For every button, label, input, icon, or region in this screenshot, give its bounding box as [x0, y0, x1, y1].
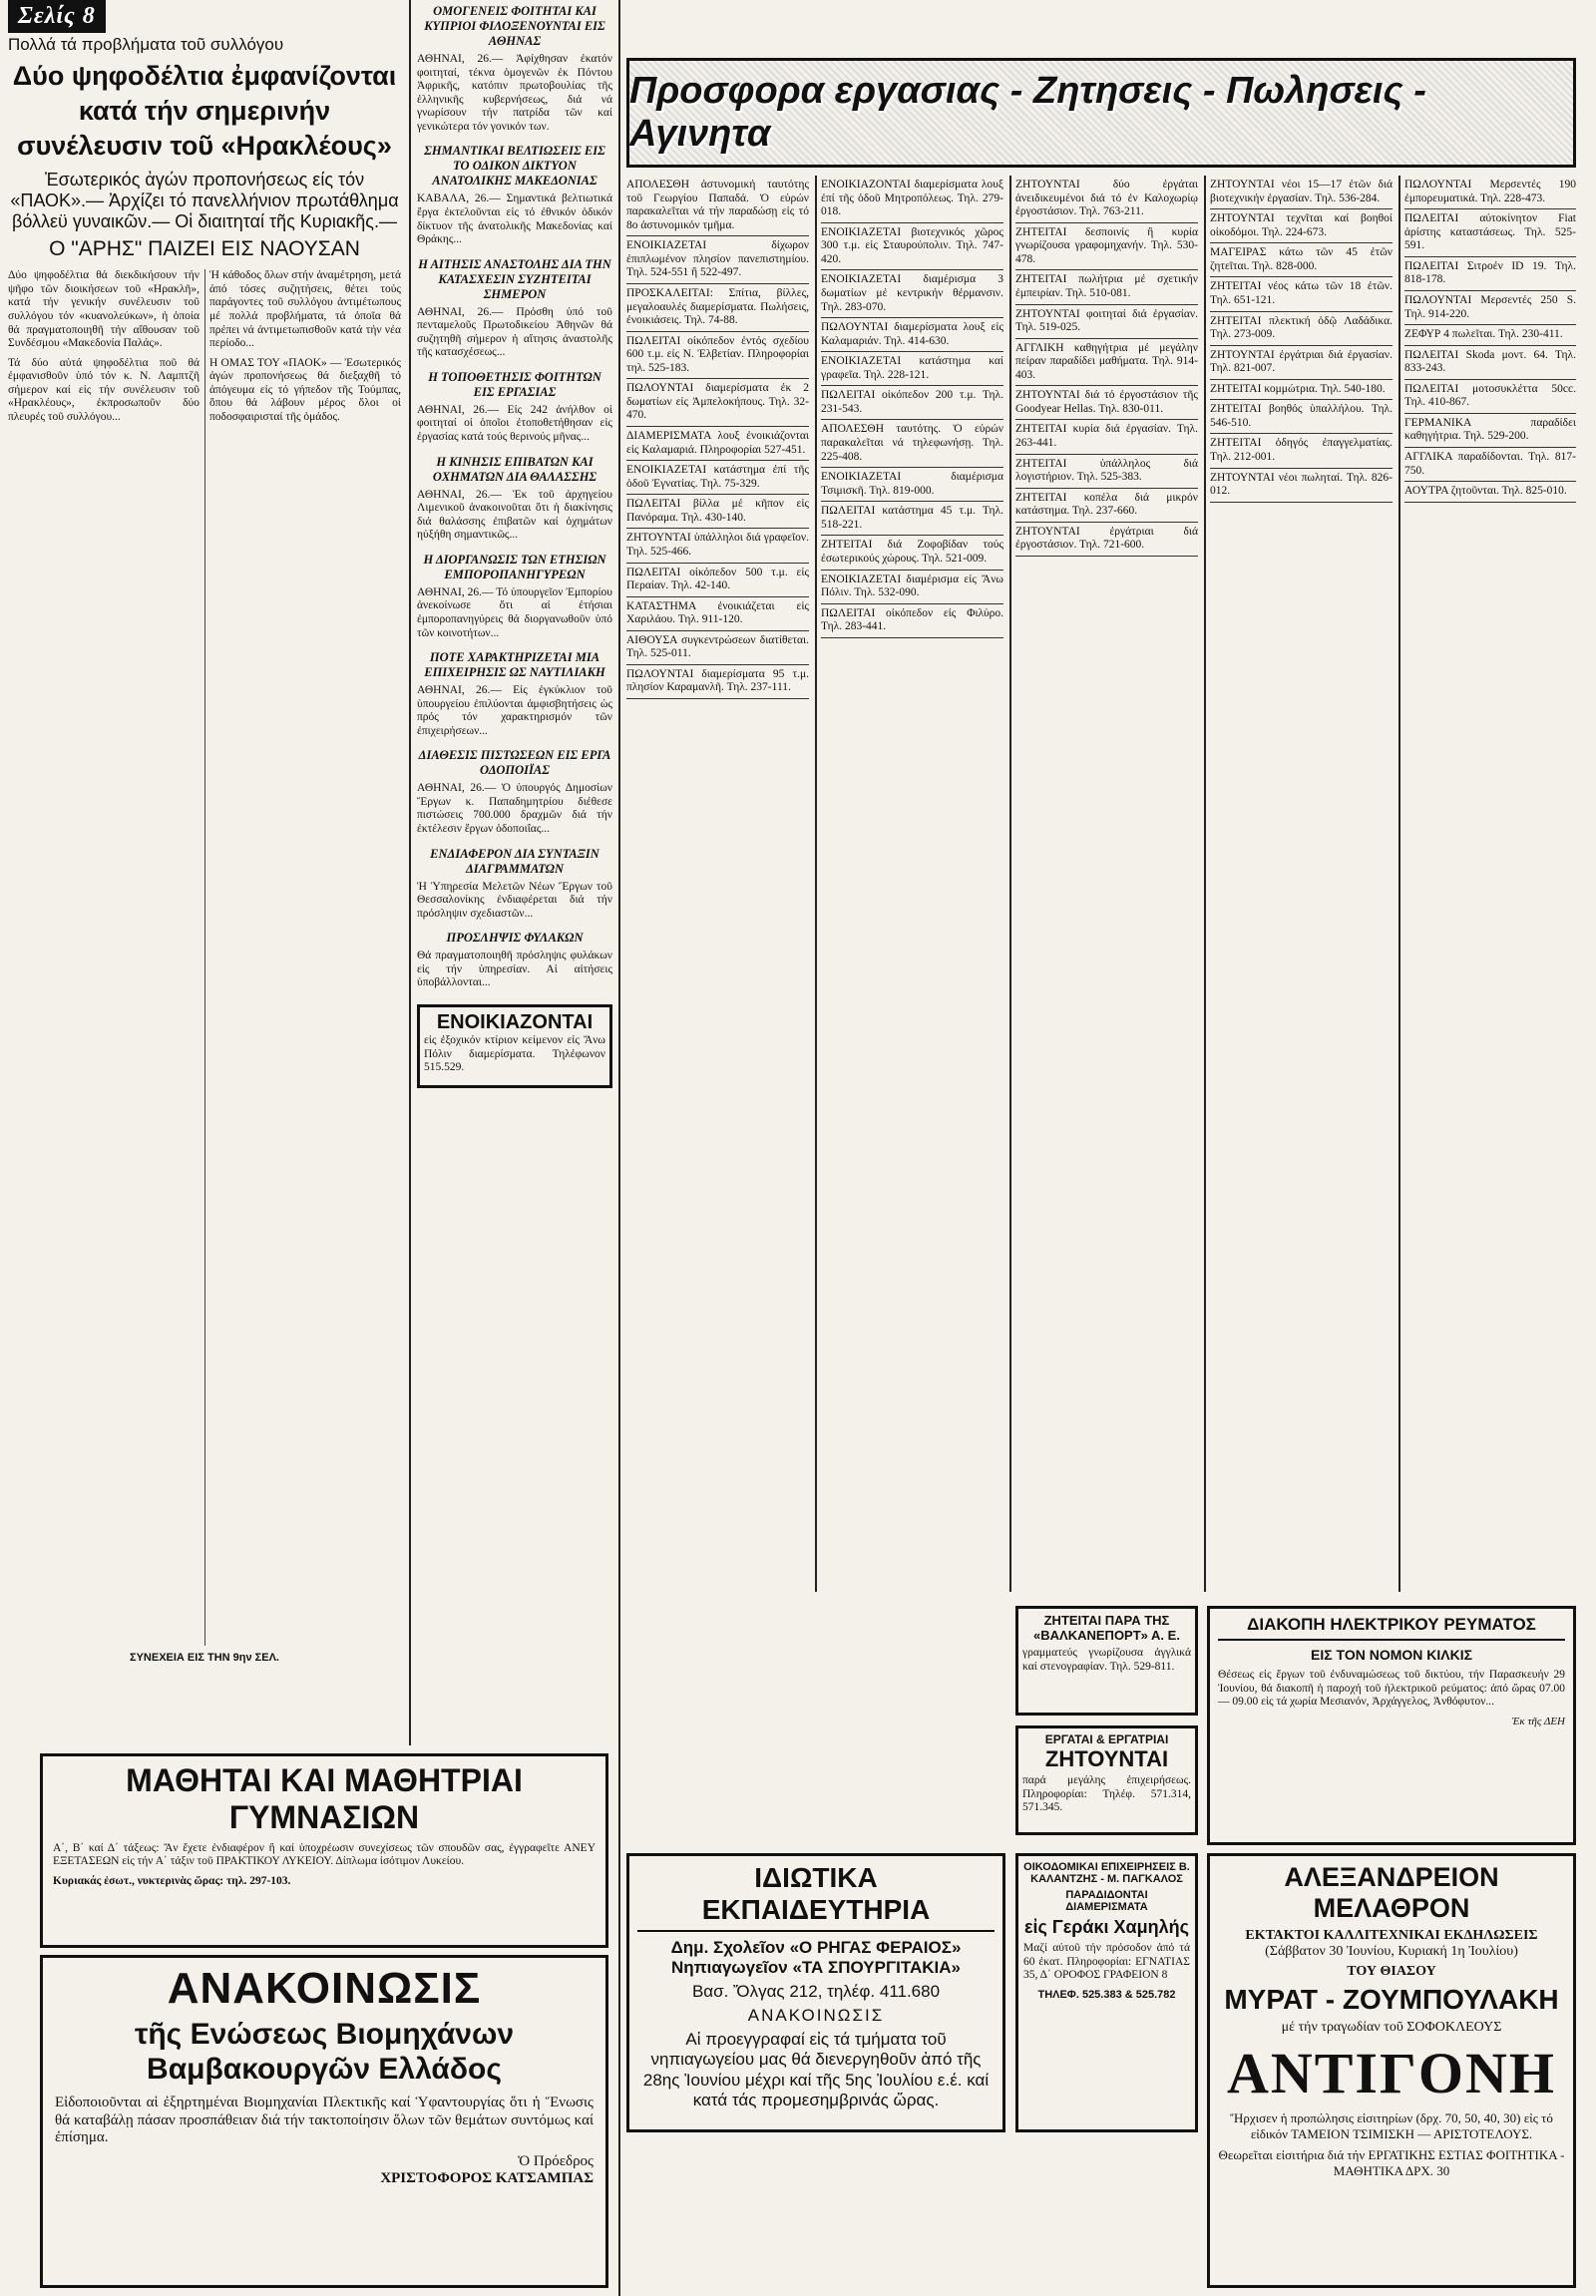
- story-text: ΑΘΗΝΑΙ, 26.— Ἐκ τοῦ ἀρχηγείου Λιμενικοῦ ἀνακοινοῦται ὅτι ἡ διακίνησις διά θαλάσσης ἐπιβατῶν καί ὀχημάτων ηὐξήθη σημαντικῶς...: [417, 488, 612, 542]
- classified-ad: ΖΗΤΕΙΤΑΙ διά Ζοφοβίδαν τούς ἐσωτερικούς χώρους. Τηλ. 521-009.: [821, 536, 1003, 570]
- private-schools-notice-text: Αἱ προεγγραφαί εἰς τά τμήματα τοῦ νηπιαγωγείου μας θά διενεργηθοῦν ἀπό τῆς 28ης Ἰουνίου μέχρι καί τῆς 5ης Ἰουλίου ε.έ. καί κατά τάς προμεσημβρινάς ὥρας.: [642, 2030, 990, 2110]
- power-cut-sign: Ἐκ τῆς ΔΕΗ: [1511, 1715, 1565, 1727]
- page-number-badge: [8, 0, 106, 33]
- story-text: Θά πραγματοποιηθῆ πρόσληψις φυλάκων εἰς τήν ὑπηρεσίαν. Αἱ αἰτήσεις ὑποβάλλονται...: [417, 950, 612, 989]
- classified-ad: ΠΩΛΕΙΤΑΙ κατάστημα 45 τ.μ. Τηλ. 518-221.: [821, 502, 1003, 536]
- workers-wanted-pre: ΕΡΓΑΤΑΙ & ΕΡΓΑΤΡΙΑΙ: [1044, 1732, 1169, 1746]
- news-briefs-column: [417, 0, 612, 2296]
- classified-ad: ΜΑΓΕΙΡΑΣ κάτω τῶν 45 ἐτῶν ζητεῖται. Τηλ. 828-000.: [1210, 243, 1393, 277]
- classified-ad: ΕΝΟΙΚΙΑΖΕΤΑΙ δίχωρον ἐπιπλωμένον πλησίον πανεπιστημίου. Τηλ. 524-551 ἢ 522-497.: [626, 236, 809, 284]
- classified-ad: ΑΠΟΛΕΣΘΗ ἀστυνομική ταυτότης τοῦ Γεωργίου Παπαδά. Ὁ εὑρών παρακαλεῖται νά τήν παραδώσῃ εἰς τό 8ο ἀστυνομικόν τμῆμα.: [626, 176, 809, 236]
- continued-notice: ΣΥΝΕΧΕΙΑ ΕΙΣ ΤΗΝ 9ην ΣΕΛ.: [129, 1652, 279, 1665]
- classified-ad: ΠΩΛΕΙΤΑΙ μοτοσυκλέττα 50cc. Τηλ. 410-867.: [1404, 380, 1576, 414]
- private-schools-title: ΙΔΙΩΤΙΚΑ ΕΚΠΑΙΔΕΥΤΗΡΙΑ: [637, 1862, 995, 1932]
- cotton-notice-title: ΑΝΑΚΟΙΝΩΣΙΣ: [167, 1964, 482, 2013]
- classified-ad: ΑΟΥΤΡΑ ζητοῦνται. Τηλ. 825-010.: [1404, 482, 1576, 503]
- power-cut-subtitle: ΕΙΣ ΤΟΝ ΝΟΜΟΝ ΚΙΛΚΙΣ: [1311, 1647, 1472, 1663]
- classified-ad: ΑΓΓΛΙΚΗ καθηγήτρια μέ μεγάλην πείραν παραδίδει μαθήματα. Τηλ. 914-403.: [1015, 339, 1198, 387]
- classified-ad: ΠΩΛΟΥΝΤΑΙ διαμερίσματα 95 τ.μ. πλησίον Καραμανλῆ. Τηλ. 237-111.: [626, 665, 809, 699]
- story-title: Η ΤΟΠΟΘΕΤΗΣΙΣ ΦΟΙΤΗΤΩΝ ΕΙΣ ΕΡΓΑΣΙΑΣ: [428, 369, 601, 399]
- classifieds-column-1: [626, 176, 809, 1592]
- classified-ad: ΖΗΤΟΥΝΤΑΙ ἐργάτριαι διά ἐργασίαν. Τηλ. 821-007.: [1210, 346, 1393, 380]
- classified-ad: ΖΗΤΟΥΝΤΑΙ ἐργάτριαι διά ἐργοστάσιον. Τηλ. 721-600.: [1015, 523, 1198, 557]
- theater-title: ΑΛΕΞΑΝΔΡΕΙΟΝ ΜΕΛΑΘΡΟΝ: [1284, 1862, 1499, 1923]
- story-title: Η ΔΙΟΡΓΑΝΩΣΙΣ ΤΩΝ ΕΤΗΣΙΩΝ ΕΜΠΟΡΟΠΑΝΗΓΥΡΕΩΝ: [423, 552, 606, 581]
- classifieds-banner: [626, 58, 1576, 168]
- column-divider: [409, 0, 411, 1745]
- theater-line3: ΤΟΥ ΘΙΑΣΟΥ: [1347, 1964, 1436, 1979]
- classified-ad: ΠΩΛΕΙΤΑΙ οἰκόπεδον ἐντός σχεδίου 600 τ.μ. εἰς Ν. Ἐλβετίαν. Πληροφορίαι τηλ. 525-183.: [626, 332, 809, 380]
- private-schools-notice-title: ΑΝΑΚΟΙΝΩΣΙΣ: [747, 2006, 885, 2025]
- theater-tickets: Ἤρχισεν ἡ προπώλησις εἰσιτηρίων (δρχ. 70, 50, 40, 30) εἰς τό εἰδικόν ΤΑΜΕΙΟΝ ΤΣΙΜΙΣΚΗ — ΑΡΙΣΤΟΤΕΛΟΥΣ.: [1230, 2110, 1553, 2141]
- cotton-union-notice: [40, 1955, 608, 2288]
- column-divider: [815, 176, 817, 1592]
- story-text: Ἡ Ὑπηρεσία Μελετῶν Νέων Ἔργων τοῦ Θεσσαλονίκης ἐνδιαφέρεται διά τήν πρόσληψιν σχεδιαστῶν...: [417, 880, 612, 920]
- theater-line2: (Σάββατον 30 Ἰουνίου, Κυριακή 1η Ἰουλίου): [1265, 1944, 1518, 1959]
- rental-ad: [417, 1004, 612, 1088]
- classified-ad: ΕΝΟΙΚΙΑΖΟΝΤΑΙ διαμερίσματα λουξ ἐπί τῆς ὁδοῦ Μητροπόλεως. Τηλ. 279-018.: [821, 176, 1003, 223]
- story-title: ΠΟΤΕ ΧΑΡΑΚΤΗΡΙΖΕΤΑΙ ΜΙΑ ΕΠΙΧΕΙΡΗΣΙΣ ΩΣ ΝΑΥΤΙΛΙΑΚΗ: [424, 650, 605, 680]
- classified-ad: ΖΗΤΕΙΤΑΙ κυρία διά ἐργασίαν. Τηλ. 263-441.: [1015, 420, 1198, 454]
- classified-ad: ΠΩΛΕΙΤΑΙ οἰκόπεδον 200 τ.μ. Τηλ. 231-543.: [821, 386, 1003, 420]
- classifieds-column-5: [1404, 176, 1576, 1592]
- column-divider: [618, 0, 620, 2296]
- classified-ad: ΠΩΛΟΥΝΤΑΙ διαμερίσματα λουξ εἰς Καλαμαριάν. Τηλ. 414-630.: [821, 318, 1003, 352]
- classified-ad: ΑΙΘΟΥΣΑ συγκεντρώσεων διατίθεται. Τηλ. 525-011.: [626, 631, 809, 665]
- column-divider: [1009, 176, 1011, 1592]
- classified-ad: ΕΝΟΙΚΙΑΖΕΤΑΙ διαμέρισμα εἰς Ἄνω Πόλιν. Τηλ. 532-090.: [821, 571, 1003, 604]
- classified-ad: ΕΝΟΙΚΙΑΖΕΤΑΙ διαμέρισμα 3 δωματίων μέ κεντρικήν θέρμανσιν. Τηλ. 283-070.: [821, 270, 1003, 318]
- classified-ad: ΖΗΤΕΙΤΑΙ κοπέλα διά μικρόν κατάστημα. Τηλ. 237-660.: [1015, 489, 1198, 523]
- story-text: ΑΘΗΝΑΙ, 26.— Εἰς ἐγκύκλιον τοῦ ὑπουργείου ἐπιλύονται ἀμφισβητήσεις ὡς πρός τόν χαρακτηρισμόν τῶν ἐπιχειρήσεων...: [417, 684, 612, 737]
- story-text: ΚΑΒΑΛΑ, 26.— Σημαντικά βελτιωτικά ἔργα ἐκτελοῦνται εἰς τό ἐθνικόν ὁδικόν δίκτυον τῆς ἀνατολικῆς Μακεδονίας καί Θράκης...: [417, 192, 612, 246]
- real-estate-text: Μαζί αὐτοῦ τήν πρόσοδον ἀπό τά 60 ἐκατ. Πληροφορίαι: ΕΓΝΑΤΙΑΣ 35, Δ΄ ΟΡΟΦΟΣ ΓΡΑΦΕΙΟΝ 8: [1023, 1942, 1190, 1982]
- classified-ad: ΖΗΤΟΥΝΤΑΙ νέοι 15—17 ἐτῶν διά βιοτεχνικήν ἐργασίαν. Τηλ. 536-284.: [1210, 176, 1393, 209]
- classifieds-column-2: [821, 176, 1003, 1592]
- classified-ad: ΕΝΟΙΚΙΑΖΕΤΑΙ διαμέρισμα Τσιμισκῆ. Τηλ. 819-000.: [821, 468, 1003, 502]
- lead-paragraph: Η ΟΜΑΣ ΤΟΥ «ΠΑΟΚ» — Ἐσωτερικός ἀγών προπονήσεως θά διεξαχθῆ τό ἀπόγευμα εἰς τό γήπεδον τῆς Τούμπας, ὅπου θά λάβουν μέρος ὅλοι οἱ ποδοσφαιρισταί τῆς ὁμάδος.: [209, 356, 401, 423]
- classified-ad: ΠΩΛΟΥΝΤΑΙ διαμερίσματα ἐκ 2 δωματίων εἰς Ἀμπελοκήπους. Τηλ. 32-470.: [626, 379, 809, 427]
- classified-ad: ΖΗΤΕΙΤΑΙ κομμώτρια. Τηλ. 540-180.: [1210, 380, 1393, 401]
- theater-prices: Θεωρεῖται εἰσιτήρια διά τήν ΕΡΓΑΤΙΚΗΣ ΕΣΤΙΑΣ ΦΟΙΤΗΤΙΚΑ - ΜΑΘΗΤΙΚΑ ΔΡΧ. 30: [1218, 2147, 1565, 2178]
- classified-ad: ΔΙΑΜΕΡΙΣΜΑΤΑ λουξ ἐνοικιάζονται εἰς Καλαμαριά. Πληροφορίαι 527-451.: [626, 427, 809, 461]
- story-title: ΕΝΔΙΑΦΕΡΟΝ ΔΙΑ ΣΥΝΤΑΞΙΝ ΔΙΑΓΡΑΜΜΑΤΩΝ: [430, 846, 599, 876]
- lead-kicker: Πολλά τά προβλήματα τοῦ συλλόγου: [8, 35, 284, 54]
- story-title: ΔΙΑΘΕΣΙΣ ΠΙΣΤΩΣΕΩΝ ΕΙΣ ΕΡΓΑ ΟΔΟΠΟΙΪΑΣ: [418, 748, 611, 778]
- real-estate-line1: ΠΑΡΑΔΙΔΟΝΤΑΙ ΔΙΑΜΕΡΙΣΜΑΤΑ: [1065, 1889, 1148, 1913]
- classified-ad: ΖΗΤΕΙΤΑΙ πλεκτική ὁδῷ Λαδάδικα. Τηλ. 273-009.: [1210, 312, 1393, 346]
- classified-ad: ΠΩΛΕΙΤΑΙ αὐτοκίνητον Fiat ἀρίστης καταστάσεως. Τηλ. 525-591.: [1404, 209, 1576, 257]
- classified-ad: ΠΩΛΕΙΤΑΙ οἰκόπεδον εἰς Φιλύρο. Τηλ. 283-441.: [821, 604, 1003, 638]
- cotton-notice-subtitle: τῆς Ενώσεως Βιομηχάνων Βαμβακουργῶν Ελλάδος: [134, 2018, 515, 2086]
- classified-ad: ΖΗΤΕΙΤΑΙ βοηθός ὑπαλλήλου. Τηλ. 546-510.: [1210, 400, 1393, 434]
- balkanexport-title: ΖΗΤΕΙΤΑΙ ΠΑΡΑ ΤΗΣ «ΒΑΛΚΑΝΕΠΟΡΤ» Α. Ε.: [1033, 1613, 1180, 1643]
- sports-column: [8, 0, 401, 1740]
- classified-ad: ΖΗΤΕΙΤΑΙ ὑπάλληλος διά λογιστήριον. Τηλ. 525-383.: [1015, 455, 1198, 489]
- classified-ad: ΖΕΦΥΡ 4 πωλεῖται. Τηλ. 230-411.: [1404, 325, 1576, 346]
- classified-ad: ΕΝΟΙΚΙΑΖΕΤΑΙ βιοτεχνικός χῶρος 300 τ.μ. εἰς Σταυρούπολιν. Τηλ. 747-420.: [821, 223, 1003, 271]
- classified-ad: ΠΩΛΟΥΝΤΑΙ Μερσεντές 250 S. Τηλ. 914-220.: [1404, 291, 1576, 325]
- classifieds-column-4: [1210, 176, 1393, 1592]
- story-title: ΟΜΟΓΕΝΕΙΣ ΦΟΙΤΗΤΑΙ ΚΑΙ ΚΥΠΡΙΟΙ ΦΙΛΟΞΕΝΟΥΝΤΑΙ ΕΙΣ ΑΘΗΝΑΣ: [424, 4, 605, 48]
- lead-subhead: Ἐσωτερικός ἀγών προπονήσεως είς τόν «ΠΑΟΚ».— Ἀρχίζει τό πανελλήνιον πρωτάθλημα βόλλεϋ γυναικῶν.— Οἱ διαιτηταί τῆς Κυριακῆς.—: [10, 170, 399, 231]
- classified-ad: ΖΗΤΟΥΝΤΑΙ τεχνῖται καί βοηθοί οἰκοδόμοι. Τηλ. 224-673.: [1210, 209, 1393, 243]
- private-schools-names: Δημ. Σχολεῖον «Ο ΡΗΓΑΣ ΦΕΡΑΙΟΣ» Νηπιαγωγεῖον «ΤΑ ΣΠΟΥΡΓΙΤΑΚΙΑ»: [670, 1938, 962, 1977]
- power-cut-title: ΔΙΑΚΟΠΗ ΗΛΕΚΤΡΙΚΟΥ ΡΕΥΜΑΤΟΣ: [1218, 1615, 1565, 1641]
- rental-ad-title: ΕΝΟΙΚΙΑΖΟΝΤΑΙ: [436, 1010, 594, 1033]
- classified-ad: ΠΩΛΕΙΤΑΙ οἰκόπεδον 500 τ.μ. εἰς Περαίαν. Τηλ. 42-140.: [626, 564, 809, 597]
- students-notice: [40, 1753, 608, 1948]
- theater-line4: μέ τήν τραγωδίαν τοῦ ΣΟΦΟΚΛΕΟΥΣ: [1281, 2020, 1502, 2035]
- real-estate-phone: ΤΗΛΕΦ. 525.383 & 525.782: [1037, 1988, 1176, 2001]
- private-schools-address: Βασ. Ὄλγας 212, τηλέφ. 411.680: [691, 1982, 941, 2001]
- classified-ad: ΖΗΤΕΙΤΑΙ ὁδηγός ἐπαγγελματίας. Τηλ. 212-001.: [1210, 434, 1393, 468]
- classifieds-column-3: [1015, 176, 1198, 1731]
- aris-headline: Ο "ΑΡΗΣ" ΠΑΙΖΕΙ ΕΙΣ ΝΑΟΥΣΑΝ: [49, 237, 360, 261]
- workers-wanted-title: ΖΗΤΟΥΝΤΑΙ: [1044, 1746, 1169, 1771]
- balkanexport-text: γραμματεύς γνωρίζουσα ἀγγλικά καί στενογραφίαν. Τηλ. 529-811.: [1022, 1647, 1191, 1673]
- story-text: ΑΘΗΝΑΙ, 26.— Ἀφίχθησαν ἐκατόν φοιτηταί, τέκνα ὁμογενῶν ἐκ Πόντου Ἀφρικῆς, κατόπιν πρωτοβουλίας τῆς ἑλληνικῆς κυβερνήσεως, διά νά γνωρίσουν τήν πατρίδα τῶν καί γενικώτερα τόν γονικόν των.: [417, 53, 612, 133]
- theater-troupe: ΜΥΡΑΤ - ΖΟΥΜΠΟΥΛΑΚΗ: [1224, 1984, 1559, 2015]
- story-text: ΑΘΗΝΑΙ, 26.— Τό ὑπουργεῖον Ἐμπορίου ἀνεκοίνωσε ὅτι αἱ ἐτήσιαι ἐμποροπανηγύρεις θά διοργανωθοῦν ὑπό τῶν κοινοτήτων...: [417, 585, 612, 639]
- story-text: ΑΘΗΝΑΙ, 26.— Ὁ ὑπουργός Δημοσίων Ἔργων κ. Παπαδημητρίου διέθεσε πιστώσεις 700.000 δραχμῶν διά τήν ἐκτέλεσιν ἔργων ὁδοποιΐας...: [417, 782, 612, 835]
- classified-ad: ΕΝΟΙΚΙΑΖΕΤΑΙ κατάστημα ἐπί τῆς ὁδοῦ Ἐγνατίας. Τηλ. 75-329.: [626, 461, 809, 495]
- story-title: Η ΑΙΤΗΣΙΣ ΑΝΑΣΤΟΛΗΣ ΔΙΑ ΤΗΝ ΚΑΤΑΣΧΕΣΙΝ ΣΥΖΗΤΕΙΤΑΙ ΣΗΜΕΡΟΝ: [418, 256, 611, 301]
- story-title: ΣΗΜΑΝΤΙΚΑΙ ΒΕΛΤΙΩΣΕΙΣ ΕΙΣ ΤΟ ΟΔΙΚΟΝ ΔΙΚΤΥΟΝ ΑΝΑΤΟΛΙΚΗΣ ΜΑΚΕΔΟΝΙΑΣ: [424, 144, 605, 189]
- classified-ad: ΖΗΤΟΥΝΤΑΙ νέοι πωληταί. Τηλ. 826-012.: [1210, 469, 1393, 503]
- power-cut-text: Θέσεως εἰς ἔργων τοῦ ἐνδυναμώσεως τοῦ δικτύου, τήν Παρασκευήν 29 Ἰουνίου, θά διακοπῆ ἡ παροχή τοῦ ἠλεκτρικοῦ ρεύματος: ἀπό ὥρας 07.00 — 09.00 εἰς τά χωρία Μεσιανόν, Ἀρχάγγελος, Ἀνθόφυτον...: [1218, 1669, 1565, 1709]
- workers-wanted-text: παρά μεγάλης ἐπιχειρήσεως. Πληροφορίαι: Τηλέφ. 571.314, 571.345.: [1022, 1774, 1191, 1814]
- classified-ad: ΖΗΤΟΥΝΤΑΙ φοιτηταί διά ἐργασίαν. Τηλ. 519-025.: [1015, 305, 1198, 339]
- rental-ad-text: εἰς ἐξοχικόν κτίριον κείμενον εἰς Ἄνω Πόλιν διαμερίσματα. Τηλέφωνον 515.529.: [424, 1033, 605, 1074]
- theater-ad: [1207, 1853, 1576, 2288]
- column-divider: [1204, 176, 1206, 1592]
- story-text: ΑΘΗΝΑΙ, 26.— Εἰς 242 ἀνήλθον οἱ φοιτηταί οἱ ὁποῖοι ἐτοποθετήθησαν εἰς ἐργασίας κατά τούς θερινούς μῆνας...: [417, 403, 612, 443]
- classified-ad: ΖΗΤΕΙΤΑΙ νέος κάτω τῶν 18 ἐτῶν. Τηλ. 651-121.: [1210, 277, 1393, 311]
- theater-line1: ΕΚΤΑΚΤΟΙ ΚΑΛΛΙΤΕΧΝΙΚΑΙ ΕΚΔΗΛΩΣΕΙΣ: [1245, 1928, 1538, 1943]
- students-notice-contact: Κυριακάς ἐσωτ., νυκτερινὰς ὥρας: τηλ. 297-103.: [53, 1874, 291, 1887]
- classified-ad: ΖΗΤΕΙΤΑΙ δεσποινίς ἢ κυρία γνωρίζουσα γραφομηχανήν. Τηλ. 530-478.: [1015, 223, 1198, 271]
- balkanexport-ad: [1015, 1606, 1198, 1716]
- column-divider: [1398, 176, 1400, 1592]
- page-number-label: Σελίς 8: [18, 3, 96, 29]
- classified-ad: ΚΑΤΑΣΤΗΜΑ ἐνοικιάζεται εἰς Χαριλάου. Τηλ. 911-120.: [626, 597, 809, 631]
- cotton-notice-sign-role: Ὁ Πρόεδρος: [518, 2153, 594, 2170]
- lead-paragraph: Ἡ κάθοδος ὅλων στήν ἀναμέτρηση, μετά ἀπό τόσες συζητήσεις, θέτει τούς παράγοντες τοῦ συλλόγου ἀντιμέτωπους μέ πολλά προβλήματα, τά ὁποῖα θά πρέπει νά ἀντιμετωπισθοῦν κατά τήν νέα περίοδο...: [209, 269, 401, 350]
- students-notice-text: Α΄, Β΄ καί Δ΄ τάξεως: Ἄν ἔχετε ἐνδιαφέρον ἢ καί ὑποχρέωσιν συνεχίσεως τῶν σπουδῶν σας, ἐγγραφεῖτε ΑΝΕΥ ΕΞΕΤΑΣΕΩΝ εἰς τήν Α΄ τάξιν τοῦ ΠΡΑΚΤΙΚΟΥ ΛΥΚΕΙΟΥ. Δίπλωμα ἰσότιμον Λυκείου.: [53, 1841, 596, 1868]
- story-title: Η ΚΙΝΗΣΙΣ ΕΠΙΒΑΤΩΝ ΚΑΙ ΟΧΗΜΑΤΩΝ ΔΙΑ ΘΑΛΑΣΣΗΣ: [432, 454, 598, 484]
- private-schools-notice: [626, 1853, 1005, 2132]
- classified-ad: ΑΓΓΛΙΚΑ παραδίδονται. Τηλ. 817-750.: [1404, 448, 1576, 482]
- classified-ad: ΠΡΟΣΚΑΛΕΙΤΑΙ: Σπίτια, βίλλες, μεγαλοαυλές διαμερίσματα. Πωλήσεις, ἐνοικιάσεις. Τηλ. 74-88.: [626, 284, 809, 332]
- real-estate-ad: [1015, 1853, 1198, 2132]
- classified-ad: ΠΩΛΟΥΝΤΑΙ Μερσεντές 190 ἐμπορευματικά. Τηλ. 228-473.: [1404, 176, 1576, 209]
- workers-wanted-ad: [1015, 1725, 1198, 1835]
- real-estate-line2: εἰς Γεράκι Χαμηλής: [1024, 1917, 1189, 1937]
- cotton-notice-text: Εἰδοποιοῦνται αἱ ἐξηρτημέναι Βιομηχανίαι Πλεκτικῆς καί Ὑφαντουργίας ὅτι ἡ Ἕνωσις θά καταβάλῃ πάσαν προσπάθειαν διά τήν τακτοποίησιν ὅλων τῶν θεμάτων συντόμως καί ἐπίσημα.: [55, 2095, 594, 2146]
- lead-headline: Δύο ψηφοδέλτια ἐμφανίζονται κατά τήν σημερινήν συνέλευσιν τοῦ «Ηρακλέους»: [12, 61, 397, 162]
- lead-paragraph: Τά δύο αὐτά ψηφοδέλτια ποῦ θά ἐμφανισθοῦν ὑπό τόν κ. Ν. Λαμπτζῆ σήμερον καί εἰς τήν συνέλευσιν τοῦ «Ηρακλέους», ἐκπροσωποῦν δύο πλευρές τοῦ συλλόγου...: [8, 356, 200, 423]
- classified-ad: ΑΠΟΛΕΣΘΗ ταυτότης. Ὁ εὑρών παρακαλεῖται νά τηλεφωνήσῃ. Τηλ. 225-408.: [821, 420, 1003, 468]
- students-notice-title: ΜΑΘΗΤΑΙ ΚΑΙ ΜΑΘΗΤΡΙΑΙ ΓΥΜΝΑΣΙΩΝ: [126, 1762, 523, 1835]
- story-text: ΑΘΗΝΑΙ, 26.— Πρόσθη ὑπό τοῦ πενταμελοῦς Πρωτοδικείου Ἀθηνῶν θά συζητηθῆ σήμερον ἡ αἴτησις ἀναστολῆς τῆς κατασχέσεως...: [417, 305, 612, 359]
- classifieds-banner-title: Προσφορα εργασιας - Ζητησεις - Πωλησεις - Αγινητα: [629, 70, 1426, 155]
- classified-ad: ΖΗΤΕΙΤΑΙ πωλήτρια μέ σχετικήν ἐμπειρίαν. Τηλ. 510-081.: [1015, 270, 1198, 304]
- classified-ad: ΖΗΤΟΥΝΤΑΙ δύο ἐργάται ἀνειδικευμένοι διά τό ἐν Καλοχωρίῳ ἐργοστάσιον. Τηλ. 763-211.: [1015, 176, 1198, 223]
- classified-ad: ΖΗΤΟΥΝΤΑΙ ὑπάλληλοι διά γραφεῖον. Τηλ. 525-466.: [626, 529, 809, 563]
- real-estate-title: ΟΙΚΟΔΟΜΙΚΑΙ ΕΠΙΧΕΙΡΗΣΕΙΣ Β. ΚΑΛΑΝΤΖΗΣ - Μ. ΠΑΓΚΑΛΟΣ: [1023, 1861, 1190, 1885]
- story-title: ΠΡΟΣΛΗΨΙΣ ΦΥΛΑΚΩΝ: [446, 931, 584, 946]
- cotton-notice-sign-name: ΧΡΙΣΤΟΦΟΡΟΣ ΚΑΤΣΑΜΠΑΣ: [380, 2170, 594, 2187]
- power-cut-notice: [1207, 1606, 1576, 1845]
- lead-paragraph: Δύο ψηφοδέλτια θά διεκδικήσουν τήν ψῆφο τῶν διοικήσεων τοῦ «Ηρακλῆ», κατά τήν γενικήν συνέλευσιν τοῦ συλλόγου τόν «κυανολεύκων», ἡ ὁποία θά πραγματοποιηθῆ τήν αἴθουσαν τοῦ Συνδέσμου «Μακεδονία Παλάς».: [8, 269, 200, 350]
- classified-ad: ΠΩΛΕΙΤΑΙ Skoda μοντ. 64. Τηλ. 833-243.: [1404, 346, 1576, 380]
- classified-ad: ΖΗΤΟΥΝΤΑΙ διά τό ἐργοστάσιον τῆς Goodyear Hellas. Τηλ. 830-011.: [1015, 386, 1198, 420]
- classified-ad: ΠΩΛΕΙΤΑΙ Σιτροέν ID 19. Τηλ. 818-178.: [1404, 257, 1576, 291]
- classified-ad: ΠΩΛΕΙΤΑΙ βίλλα μέ κῆπον εἰς Πανόραμα. Τηλ. 430-140.: [626, 495, 809, 529]
- classified-ad: ΓΕΡΜΑΝΙΚΑ παραδίδει καθηγήτρια. Τηλ. 529-200.: [1404, 414, 1576, 448]
- theater-play: ΑΝΤΙΓΟΝΗ: [1226, 2041, 1557, 2105]
- classified-ad: ΕΝΟΙΚΙΑΖΕΤΑΙ κατάστημα καί γραφεῖα. Τηλ. 228-121.: [821, 352, 1003, 386]
